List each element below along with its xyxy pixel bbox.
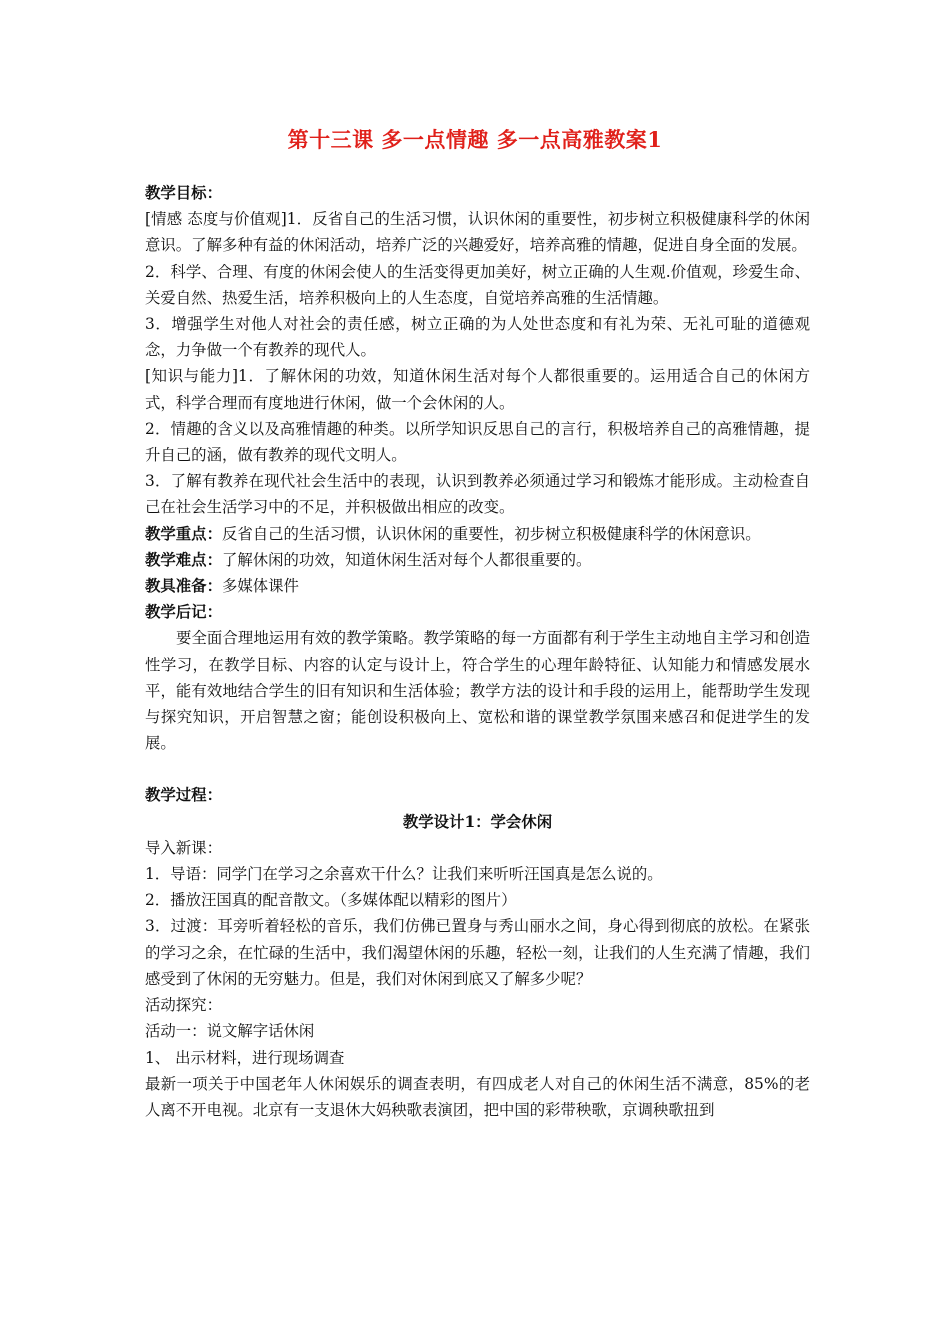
- survey-paragraph: 最新一项关于中国老年人休闲娱乐的调查表明，有四成老人对自己的休闲生活不满意，85%的老人离不开电视。北京有一支退休大妈秧歌表演团，把中国的彩带秧歌，京调秧歌扭到: [145, 1074, 810, 1119]
- postscript-paragraph: 要全面合理地运用有效的教学策略。教学策略的每一方面都有利于学生主动地自主学习和创造性学习，在教学目标、内容的认定与设计上，符合学生的心理年龄特征、认知能力和情感发展水平，能有效地结合学生的旧有知识和生活体验；教学方法的设计和手段的运用上，能帮助学生发现与探究知识，开启智慧之窗；能创设积极向上、宽松和谐的课堂教学氛围来感召和促进学生的发展。: [145, 629, 810, 753]
- objective-paragraph: 3．增强学生对他人对社会的责任感，树立正确的为人处世态度和有礼为荣、无礼可耻的道德观念，力争做一个有教养的现代人。: [145, 315, 810, 360]
- difficulty-label: 教学难点：: [145, 550, 222, 569]
- objective-paragraph: 2．科学、合理、有度的休闲会使人的生活变得更加美好，树立正确的人生观.价值观，珍爱生命、关爱自然、热爱生活，培养积极向上的人生态度，自觉培养高雅的生活情趣。: [145, 262, 810, 307]
- intro-item: 1．导语：同学门在学习之余喜欢干什么？让我们来听听汪国真是怎么说的。: [145, 865, 663, 884]
- activity-title: 活动一：说文解字话休闲: [145, 1022, 315, 1041]
- tools-label: 教具准备：: [145, 577, 222, 596]
- intro-item: 3．过渡：耳旁听着轻松的音乐，我们仿佛已置身与秀山丽水之间，身心得到彻底的放松。在紧张的学习之余，在忙碌的生活中，我们渴望休闲的乐趣，轻松一刻，让我们的人生充满了情趣，我们感受到了休闲的无穷魅力。但是，我们对休闲到底又了解多少呢？: [145, 917, 810, 988]
- objective-paragraph: [知识与能力]1．了解休闲的功效，知道休闲生活对每个人都很重要的。运用适合自己的休闲方式，科学合理而有度地进行休闲，做一个会休闲的人。: [145, 367, 810, 412]
- objective-paragraph: 2．情趣的含义以及高雅情趣的种类。以所学知识反思自己的言行，积极培养自己的高雅情趣，提升自己的涵，做有教养的现代文明人。: [145, 419, 810, 465]
- intro-item: 2．播放汪国真的配音散文。（多媒体配以精彩的图片）: [145, 891, 517, 910]
- key-point-label: 教学重点：: [145, 524, 222, 543]
- tools-text: 多媒体课件: [221, 577, 299, 596]
- postscript-heading: 教学后记：: [145, 603, 222, 622]
- difficulty-line: [145, 547, 810, 573]
- objective-paragraph: 3．了解有教养在现代社会生活中的表现，认识到教养必须通过学习和锻炼才能形成。主动检查自己在社会生活学习中的不足，并积极做出相应的改变。: [145, 472, 810, 517]
- document-title: 第十三课 多一点情趣 多一点高雅教案1: [287, 127, 663, 152]
- document-body: [145, 180, 810, 1123]
- objectives-heading: 教学目标：: [145, 184, 222, 202]
- difficulty-text: 了解休闲的功效，知道休闲生活对每个人都很重要的。: [221, 550, 592, 569]
- intro-label: 导入新课：: [145, 838, 222, 857]
- key-point-line: [145, 521, 810, 547]
- activity-label: 活动探究：: [145, 996, 222, 1015]
- activity-step: 1、 出示材料，进行现场调查: [145, 1048, 345, 1067]
- process-heading: 教学过程：: [145, 786, 222, 805]
- key-point-text: 反省自己的生活习惯，认识休闲的重要性，初步树立积极健康科学的休闲意识。: [221, 524, 761, 543]
- design-heading: 教学设计1：学会休闲: [402, 812, 553, 831]
- tools-line: [145, 573, 810, 599]
- spacer: [145, 756, 810, 782]
- objective-paragraph: [情感 态度与价值观]1．反省自己的生活习惯，认识休闲的重要性，初步树立积极健康科学的休闲意识。了解多种有益的休闲活动，培养广泛的兴趣爱好，培养高雅的情趣，促进自身全面的发展。: [145, 210, 810, 255]
